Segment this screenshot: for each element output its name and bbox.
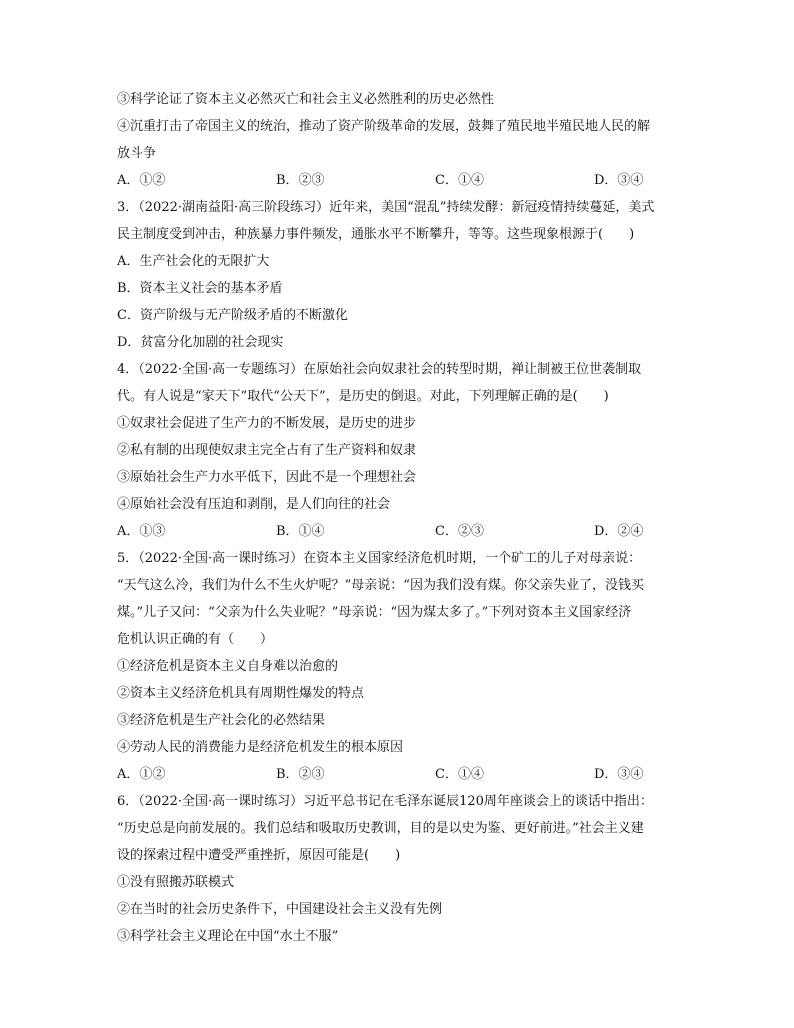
answer-option: D．③④	[594, 767, 644, 782]
text-line: 5．（2022·全国·高一课时练习）在资本主义国家经济危机时期，一个矿工的儿子对母亲说：	[117, 551, 642, 566]
text-line: ①没有照搬苏联模式	[117, 875, 235, 890]
answer-option: C．②③	[435, 524, 484, 539]
text-line: ③原始社会生产力水平低下，因此不是一个理想社会	[117, 470, 417, 485]
text-line: 4．（2022·全国·高一专题练习）在原始社会向奴隶社会的转型时期，禅让制被王位世袭制取	[117, 362, 642, 377]
document-body	[117, 86, 687, 950]
text-line: ④劳动人民的消费能力是经济危机发生的根本原因	[117, 740, 404, 755]
answer-option: C．①④	[435, 767, 484, 782]
text-line: ④原始社会没有压迫和剥削，是人们向往的社会	[117, 497, 391, 512]
text-line: 6．（2022·全国·高一课时练习）习近平总书记在毛泽东诞辰120周年座谈会上的谈话中指出：	[117, 794, 653, 809]
text-line: ②私有制的出现使奴隶主完全占有了生产资料和奴隶	[117, 443, 417, 458]
text-line: D．贫富分化加剧的社会现实	[117, 335, 284, 350]
answer-option: A．①②	[117, 173, 166, 188]
text-line: C．资产阶级与无产阶级矛盾的不断激化	[117, 308, 348, 323]
text-line: ④沉重打击了帝国主义的统治，推动了资产阶级革命的发展，鼓舞了殖民地半殖民地人民的解	[117, 119, 651, 134]
answer-options	[117, 518, 687, 545]
text-line: ①奴隶社会促进了生产力的不断发展，是历史的进步	[117, 416, 417, 431]
text-line: ①经济危机是资本主义自身难以治愈的	[117, 659, 339, 674]
answer-option: B．②③	[276, 767, 325, 782]
text-line: A．生产社会化的无限扩大	[117, 254, 270, 269]
text-line: 民主制度受到冲击，种族暴力事件频发，通胀水平不断攀升，等等。这些现象根源于( )	[117, 227, 635, 242]
answer-option: B．①④	[276, 524, 325, 539]
text-line: 危机认识正确的有（ ）	[117, 632, 274, 647]
answer-option: A．①③	[117, 524, 166, 539]
text-line: 放斗争	[117, 146, 157, 161]
answer-option: B．②③	[276, 173, 325, 188]
text-line: ②在当时的社会历史条件下，中国建设社会主义没有先例	[117, 902, 443, 917]
text-line: 代。有人说是“家天下”取代“公天下”，是历史的倒退。对此，下列理解正确的是( )	[117, 389, 609, 404]
text-line: 煤。”儿子又问：“父亲为什么失业呢？”母亲说：“因为煤太多了。”下列对资本主义国家经济	[117, 605, 632, 620]
answer-option: D．③④	[594, 173, 644, 188]
answer-options	[117, 761, 687, 788]
answer-option: A．①②	[117, 767, 166, 782]
text-line: ③科学论证了资本主义必然灭亡和社会主义必然胜利的历史必然性	[117, 92, 495, 107]
answer-option: C．①④	[435, 173, 484, 188]
text-line: “天气这么冷，我们为什么不生火炉呢？”母亲说：“因为我们没有煤。你父亲失业了，没钱买	[117, 578, 644, 593]
text-line: ③科学社会主义理论在中国“水土不服”	[117, 929, 339, 944]
answer-option: D．②④	[594, 524, 644, 539]
text-line: ②资本主义经济危机具有周期性爆发的特点	[117, 686, 365, 701]
text-line: 3．（2022·湖南益阳·高三阶段练习）近年来，美国“混乱”持续发酵：新冠疫情持续蔓延，美式	[117, 200, 655, 215]
text-line: 设的探索过程中遭受严重挫折，原因可能是( )	[117, 848, 401, 863]
text-line: B．资本主义社会的基本矛盾	[117, 281, 283, 296]
text-line: ③经济危机是生产社会化的必然结果	[117, 713, 326, 728]
answer-options	[117, 167, 687, 194]
text-line: “历史总是向前发展的。我们总结和吸取历史教训，目的是以史为鉴、更好前进。”社会主义建	[117, 821, 644, 836]
